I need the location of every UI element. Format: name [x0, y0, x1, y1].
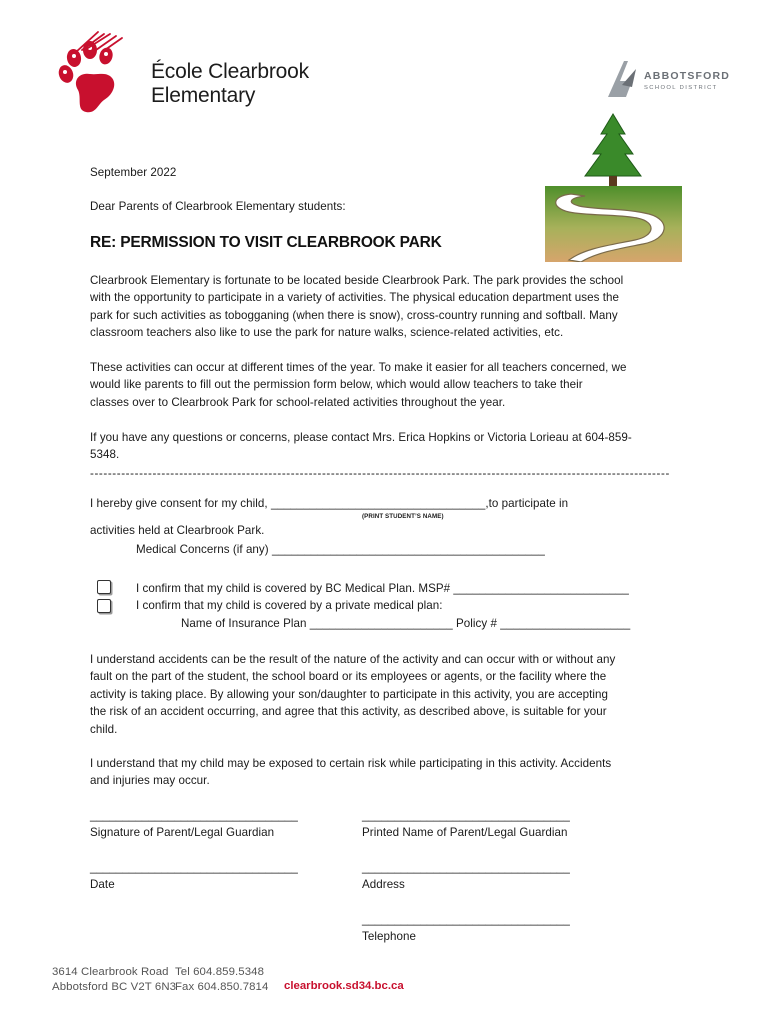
- insurance-plan-field[interactable]: Name of Insurance Plan ______________________ Policy # ____________________: [181, 617, 631, 630]
- paragraph-park-intro: Clearbrook Elementary is fortunate to be located beside Clearbrook Park. The park provides the school with the opportunity to participate in a variety of activities. The physical education department uses the park for such activities as tobogganing (when there is snow), cross-country running and softball. Many classroom teachers also like to use the park for nature walks, science-related activities, etc.: [90, 274, 624, 340]
- date-label: Date: [90, 878, 115, 891]
- date-line[interactable]: ________________________________: [90, 861, 298, 874]
- paragraph-permission: These activities can occur at different times of the year. To make it easier for all teachers concerned, we would like parents to fill out the permission form below, which would allow teachers to take their classes over to Clearbrook Park for school-related activities throughout the year.: [90, 361, 627, 409]
- consent-field[interactable]: I hereby give consent for my child, _________________________________,to participate in: [90, 497, 569, 510]
- signature-label: Signature of Parent/Legal Guardian: [90, 826, 275, 839]
- telephone-line[interactable]: ________________________________: [362, 913, 570, 926]
- footer-phone: Tel 604.859.5348 Fax 604.850.7814: [175, 966, 269, 993]
- private-plan-label: I confirm that my child is covered by a private medical plan:: [136, 599, 443, 612]
- student-name-caption: (PRINT STUDENT’S NAME): [362, 513, 444, 520]
- telephone-label: Telephone: [362, 930, 416, 943]
- printed-name-line[interactable]: ________________________________: [362, 809, 570, 822]
- letter-heading: RE: PERMISSION TO VISIT CLEARBROOK PARK: [90, 234, 442, 251]
- district-logo: [602, 57, 732, 103]
- medical-concerns-field[interactable]: Medical Concerns (if any) __________________________________________: [136, 543, 545, 556]
- address-label: Address: [362, 878, 405, 891]
- district-a-icon: [608, 61, 636, 97]
- letter-date: September 2022: [90, 166, 177, 179]
- msp-label: I confirm that my child is covered by BC Medical Plan. MSP# ___________________________: [136, 582, 629, 595]
- footer-address: 3614 Clearbrook Road Abbotsford BC V2T 6N3: [52, 966, 177, 993]
- msp-checkbox[interactable]: [97, 580, 111, 594]
- school-name: École Clearbrook Elementary: [151, 60, 309, 107]
- school-paw-logo-icon: [52, 28, 152, 124]
- park-tree-path-icon: [545, 110, 682, 262]
- printed-name-label: Printed Name of Parent/Legal Guardian: [362, 826, 568, 839]
- address-line[interactable]: ________________________________: [362, 861, 570, 874]
- footer-website-link[interactable]: clearbrook.sd34.bc.ca: [284, 980, 404, 992]
- letter-greeting: Dear Parents of Clearbrook Elementary students:: [90, 200, 346, 213]
- private-plan-checkbox[interactable]: [97, 599, 111, 613]
- paragraph-risk: I understand that my child may be exposed to certain risk while participating in this activity. Accidents and injuries may occur.: [90, 757, 612, 788]
- paragraph-contact: If you have any questions or concerns, please contact Mrs. Erica Hopkins or Victoria Lorieau at 604-859- 5348.: [90, 431, 632, 462]
- district-name: ABBOTSFORD: [644, 70, 731, 82]
- paragraph-accidents: I understand accidents can be the result of the nature of the activity and can occur with or without any fault on the part of the student, the school board or its employees or agents, or the facility where the activity is taking place. By allowing your son/daughter to participate in this activity, you are accepting the risk of an accident occurring, and agree that this activity, as described above, is suitable for your child.: [90, 653, 616, 736]
- consent-continuation: activities held at Clearbrook Park.: [90, 524, 265, 537]
- signature-line[interactable]: ________________________________: [90, 809, 298, 822]
- district-subtitle: SCHOOL DISTRICT: [644, 85, 718, 91]
- cut-line: ----------------------------------------------------------------------------------------------------------------------------------: [90, 467, 670, 480]
